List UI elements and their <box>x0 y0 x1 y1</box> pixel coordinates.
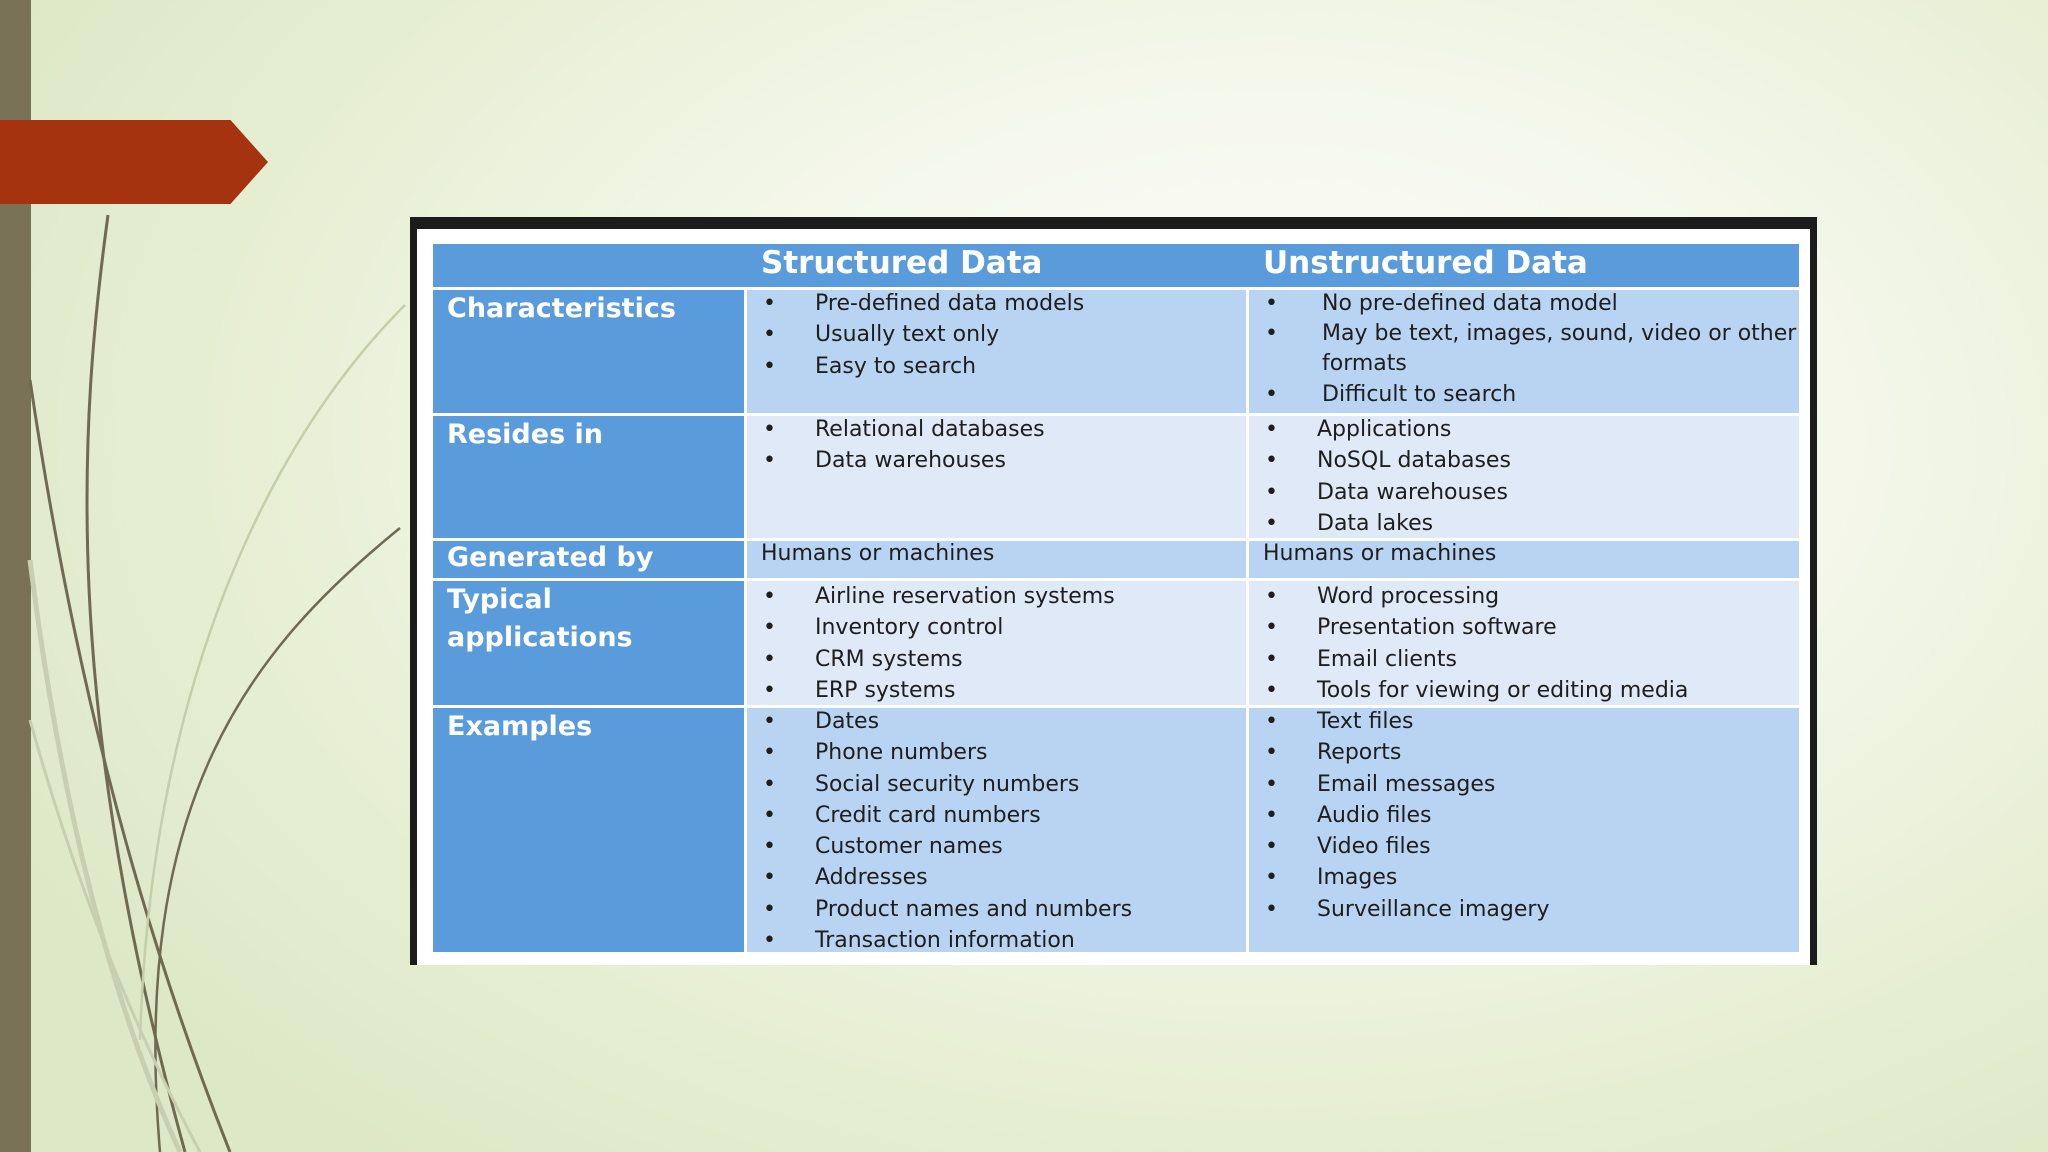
examples-structured-cell <box>745 706 1247 952</box>
list-item: • Addresses <box>745 862 1247 893</box>
row-label-resides-in: Resides in <box>433 414 745 539</box>
row-divider <box>433 538 1799 541</box>
list-item: • Word processing <box>1247 581 1799 612</box>
title-arrow-banner <box>0 120 268 204</box>
typical-applications-unstructured-cell <box>1247 579 1799 706</box>
list-item: • Inventory control <box>745 612 1247 643</box>
list-item: • Reports <box>1247 737 1799 768</box>
characteristics-structured-list <box>745 288 1247 382</box>
list-item: • Relational databases <box>745 414 1247 445</box>
list-item: • Data lakes <box>1247 508 1799 539</box>
list-item: • Difficult to search <box>1247 379 1799 410</box>
resides-in-structured-list <box>745 414 1247 477</box>
header-structured-data: Structured Data <box>745 244 1247 288</box>
list-item: • Product names and numbers <box>745 894 1247 925</box>
list-item: • Easy to search <box>745 351 1247 382</box>
list-item: • Applications <box>1247 414 1799 445</box>
list-item: • Pre-defined data models <box>745 288 1247 319</box>
examples-structured-list <box>745 706 1247 952</box>
list-item: • Customer names <box>745 831 1247 862</box>
list-item: • Social security numbers <box>745 769 1247 800</box>
list-item: • ERP systems <box>745 675 1247 706</box>
characteristics-unstructured-list <box>1247 288 1799 411</box>
header-unstructured-data: Unstructured Data <box>1247 244 1799 288</box>
characteristics-structured-cell <box>745 288 1247 414</box>
list-item: • NoSQL databases <box>1247 445 1799 476</box>
row-label-typical-applications: Typical applications <box>433 579 745 706</box>
typical-applications-structured-cell <box>745 579 1247 706</box>
list-item: • Audio files <box>1247 800 1799 831</box>
column-divider <box>1246 288 1249 952</box>
comparison-table <box>433 244 1799 952</box>
list-item: • Credit card numbers <box>745 800 1247 831</box>
table-image-frame <box>410 217 1817 965</box>
list-item: • Data warehouses <box>1247 477 1799 508</box>
table-image-inner <box>417 229 1810 965</box>
header-corner-cell <box>433 244 745 288</box>
list-item: • Surveillance imagery <box>1247 894 1799 925</box>
row-divider <box>433 705 1799 708</box>
generated-by-structured-cell: Humans or machines <box>745 539 1247 579</box>
list-item: • Usually text only <box>745 319 1247 350</box>
examples-unstructured-list <box>1247 706 1799 925</box>
row-label-examples: Examples <box>433 706 745 952</box>
list-item: • No pre-defined data model <box>1247 288 1799 319</box>
row-label-generated-by: Generated by <box>433 539 745 579</box>
resides-in-unstructured-list <box>1247 414 1799 539</box>
resides-in-structured-cell <box>745 414 1247 539</box>
list-item: • Data warehouses <box>745 445 1247 476</box>
row-divider <box>433 578 1799 581</box>
resides-in-unstructured-cell <box>1247 414 1799 539</box>
column-divider <box>744 288 747 952</box>
examples-unstructured-cell <box>1247 706 1799 952</box>
list-item: • Airline reservation systems <box>745 581 1247 612</box>
list-item: • Tools for viewing or editing media <box>1247 675 1799 706</box>
list-item: • May be text, images, sound, video or other formats <box>1247 319 1799 379</box>
list-item: • Email clients <box>1247 644 1799 675</box>
list-item: • Presentation software <box>1247 612 1799 643</box>
list-item: • Transaction information <box>745 925 1247 952</box>
row-label-characteristics: Characteristics <box>433 288 745 414</box>
typical-applications-structured-list <box>745 581 1247 706</box>
row-divider <box>433 413 1799 416</box>
list-item: • Video files <box>1247 831 1799 862</box>
list-item: • Dates <box>745 706 1247 737</box>
list-item: • CRM systems <box>745 644 1247 675</box>
row-divider <box>433 287 1799 290</box>
list-item: • Email messages <box>1247 769 1799 800</box>
generated-by-unstructured-cell: Humans or machines <box>1247 539 1799 579</box>
list-item: • Images <box>1247 862 1799 893</box>
typical-applications-unstructured-list <box>1247 581 1799 706</box>
list-item: • Phone numbers <box>745 737 1247 768</box>
list-item: • Text files <box>1247 706 1799 737</box>
characteristics-unstructured-cell <box>1247 288 1799 414</box>
